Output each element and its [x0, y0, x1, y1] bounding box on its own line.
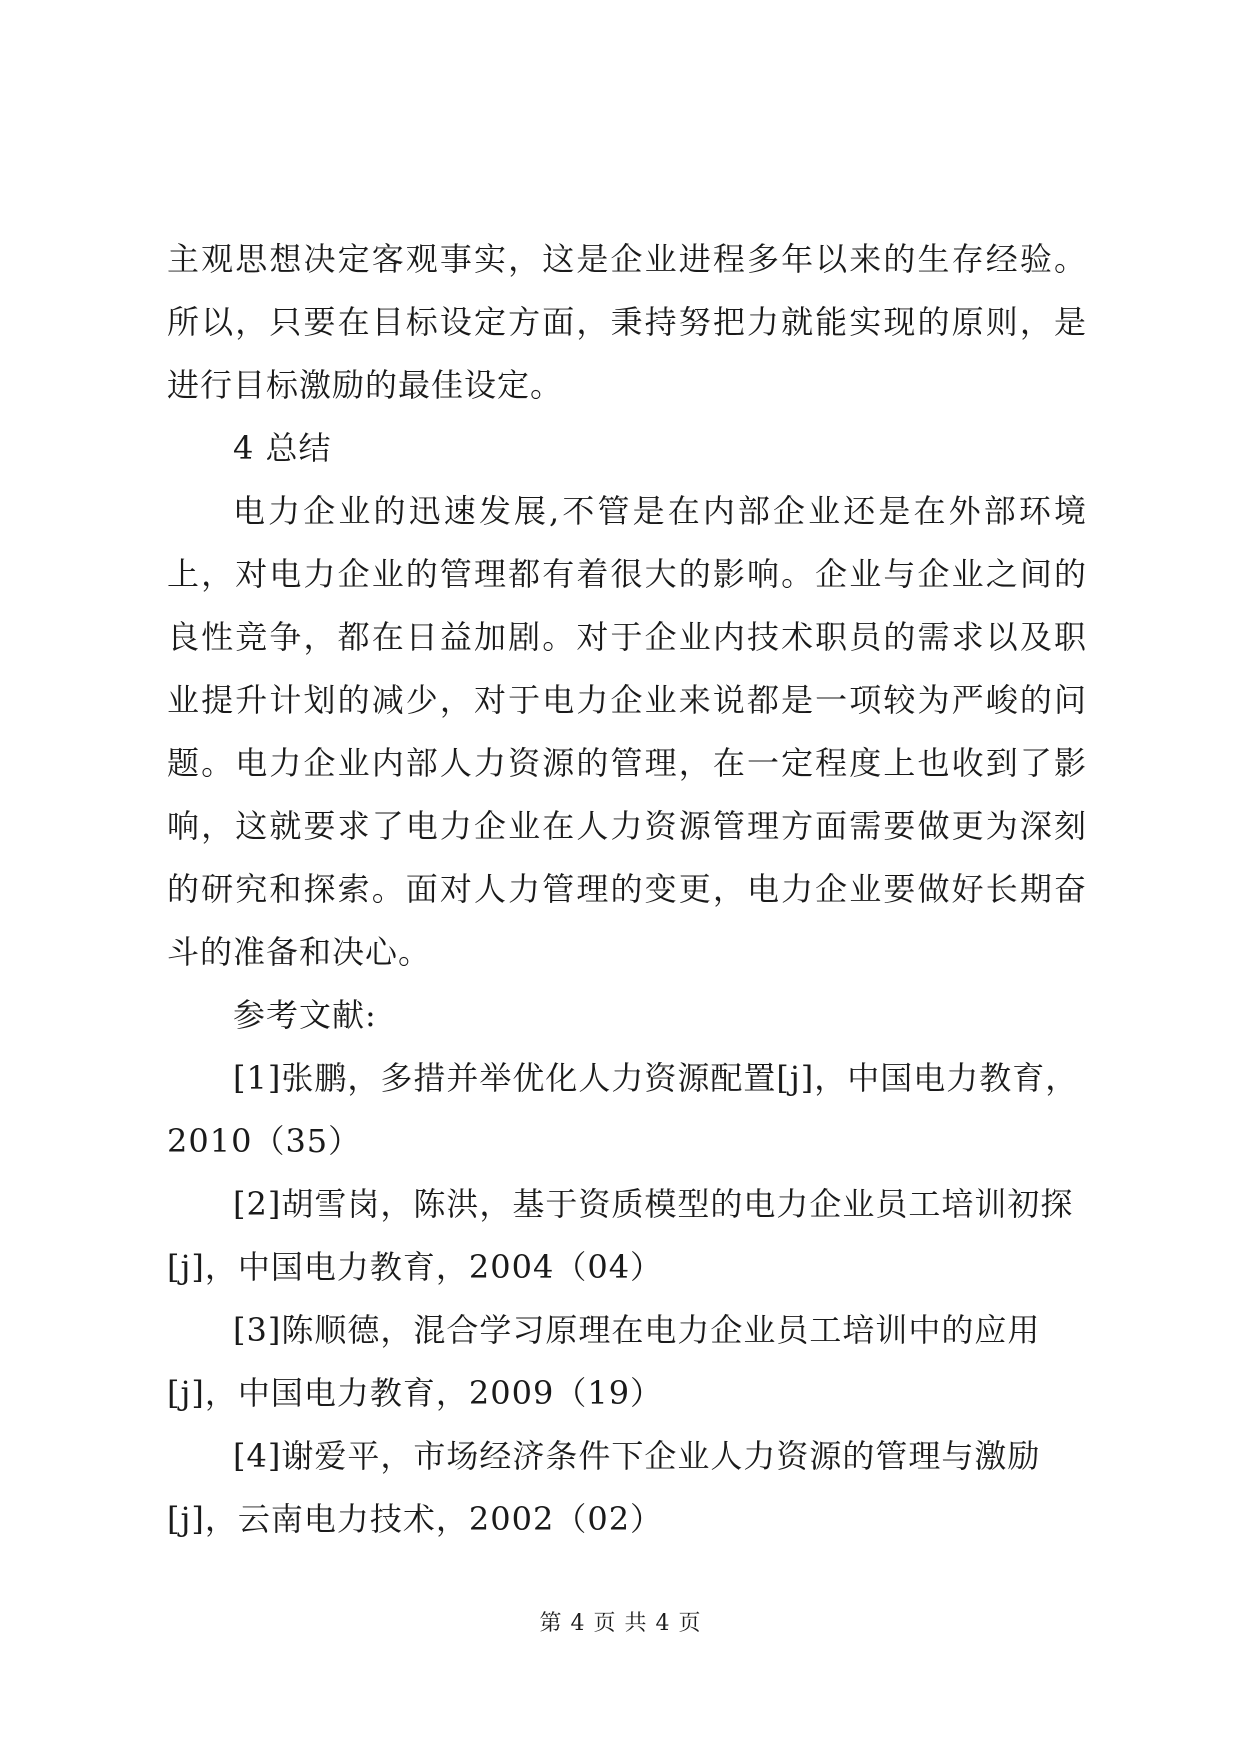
page-number-footer: 第 4 页 共 4 页 [539, 1611, 702, 1636]
continuation-paragraph: 主观思想决定客观事实，这是企业进程多年以来的生存经验。所以，只要在目标设定方面，秉持努把力就能实现的原则，是进行目标激励的最佳设定。 [167, 240, 1087, 404]
reference-item: [4]谢爱平，市场经济条件下企业人力资源的管理与激励[j]，云南电力技术，2002（02） [167, 1437, 1041, 1538]
section-heading: 4 总结 [233, 429, 332, 467]
summary-paragraph: 电力企业的迅速发展,不管是在内部企业还是在外部环境上，对电力企业的管理都有着很大的影响。企业与企业之间的良性竞争，都在日益加剧。对于企业内技术职员的需求以及职业提升计划的减少，对于电力企业来说都是一项较为严峻的问题。电力企业内部人力资源的管理，在一定程度上也收到了影响，这就要求了电力企业在人力资源管理方面需要做更为深刻的研究和探索。面对人力管理的变更，电力企业要做好长期奋斗的准备和决心。 [167, 492, 1087, 971]
references-heading: 参考文献: [233, 996, 377, 1034]
reference-item: [3]陈顺德，混合学习原理在电力企业员工培训中的应用[j]，中国电力教育，2009（19） [167, 1311, 1041, 1412]
page-body [167, 228, 1087, 1551]
reference-item: [2]胡雪岗，陈洪，基于资质模型的电力企业员工培训初探[j]，中国电力教育，2004（04） [167, 1185, 1074, 1286]
reference-item: [1]张鹏，多措并举优化人力资源配置[j]，中国电力教育，2010（35） [167, 1059, 1079, 1160]
